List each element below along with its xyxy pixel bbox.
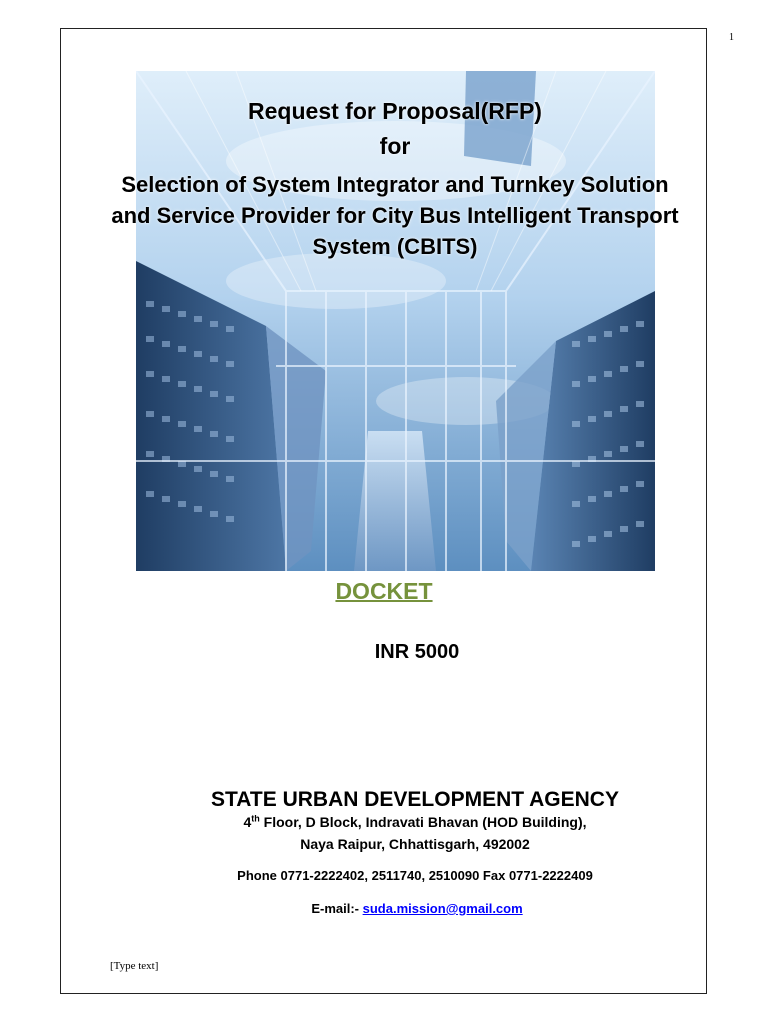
email-line <box>0 901 768 916</box>
docket-heading: DOCKET <box>335 578 433 604</box>
title-for: for <box>379 133 411 159</box>
title-subject: Selection of System Integrator and Turnkey Solution and Service Provider for City Bus Intelligent Transport System (CBITS) <box>111 172 679 259</box>
page-number: 1 <box>729 32 734 43</box>
address-line-1-rest: Floor, D Block, Indravati Bhavan (HOD Building), <box>259 814 587 830</box>
document-title <box>100 98 690 262</box>
title-rfp: Request for Proposal(RFP) <box>248 98 542 124</box>
floor-suffix: th <box>251 813 260 824</box>
address-line-2: Naya Raipur, Chhattisgarh, 492002 <box>300 836 530 852</box>
email-link[interactable]: suda.mission@gmail.com <box>362 901 523 916</box>
email-label: E-mail:- <box>311 901 363 916</box>
docket-price: INR 5000 <box>374 641 460 663</box>
phone-fax-line: Phone 0771-2222402, 2511740, 2510090 Fax 0771-2222409 <box>237 868 593 883</box>
floor-number: 4 <box>243 814 252 830</box>
footer-placeholder: [Type text] <box>110 960 159 972</box>
address-line-1 <box>0 814 768 830</box>
agency-name: STATE URBAN DEVELOPMENT AGENCY <box>211 788 619 811</box>
